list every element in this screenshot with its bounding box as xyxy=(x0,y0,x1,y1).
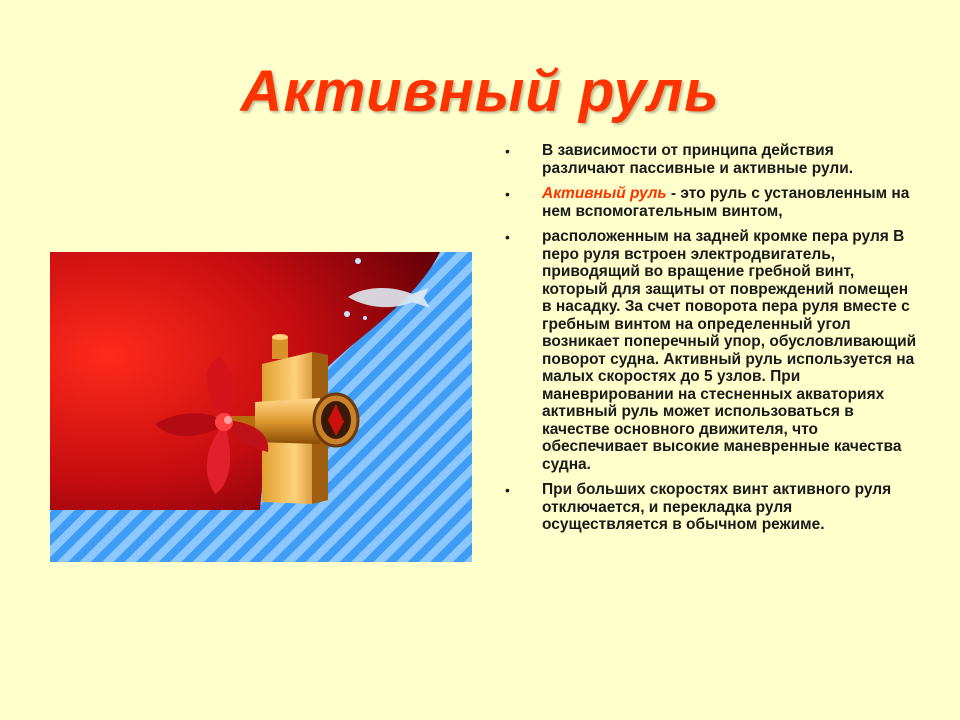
bullet-item xyxy=(505,481,920,534)
active-rudder-illustration xyxy=(50,252,472,562)
bullet-list xyxy=(505,142,920,542)
highlight-term: Активный руль xyxy=(542,185,667,202)
bullet-text: - это руль с установленным на нем вспомогательным винтом, xyxy=(542,185,910,220)
bullet-marker: • xyxy=(505,143,510,159)
bullet-text: расположенным на задней кромке пера руля В перо руля встроен электродвигатель, приводящий во вращение гребной винт, который для защиты от повреждений помещен в насадку. За счет поворота пера руля вместе с гребным винтом на определенный угол возникает поперечный упор, обусловливающий поворот судна. Активный руль используется на малых скоростях до 5 узлов. При маневрировании на стесненных акваториях активный руль может использоваться в качестве основного движителя, что обеспечивает высокие маневренные качества судна. xyxy=(542,228,917,473)
bullet-item xyxy=(505,185,920,220)
bullet-item xyxy=(505,142,920,177)
bullet-item xyxy=(505,228,920,473)
bullet-marker: • xyxy=(505,482,510,498)
bullet-marker: • xyxy=(505,186,510,202)
bullet-text: В зависимости от принципа действия различают пассивные и активные рули. xyxy=(542,142,854,177)
bullet-marker: • xyxy=(505,229,510,245)
bullet-text: При больших скоростях винт активного руля отключается, и перекладка руля осуществляется в обычном режиме. xyxy=(542,481,892,533)
slide-title: Активный руль xyxy=(240,59,720,124)
